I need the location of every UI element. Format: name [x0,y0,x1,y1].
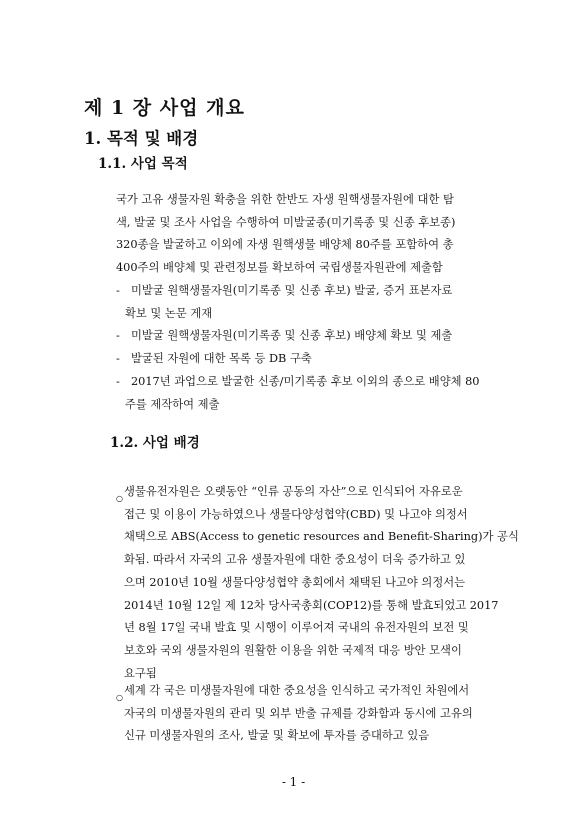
section-title: 1. 목적 및 배경 [84,129,199,148]
subsection-background-title: 1.2. 사업 배경 [110,435,200,451]
dash-marker: - [116,284,120,297]
text-line: 발굴된 자원에 대한 목록 등 DB 구축 [131,352,312,365]
text-line: 화됨. 따라서 자국의 고유 생물자원에 대한 중요성이 더욱 증가하고 있 [124,553,466,567]
list-item [116,371,479,416]
text-line: 색, 발굴 및 조사 사업을 수행하여 미발굴종(미기록종 및 신종 후보종) [116,215,456,229]
text-line: 으며 2010년 10월 생물다양성협약 총회에서 채택된 나고야 의정서는 [124,575,466,589]
text-line: 국가 고유 생물자원 확충을 위한 한반도 자생 원핵생물자원에 대한 탐 [116,193,454,206]
text-line: 생물유전자원은 오랫동안 “인류 공동의 자산”으로 인식되어 자유로운 [124,485,463,498]
list-item [116,348,312,371]
text-line: 요구됨 [124,666,157,680]
text-line: 접근 및 이용이 가능하였으나 생물다양성협약(CBD) 및 나고야 의정서 [124,507,468,521]
chapter-title: 제 1 장 사업 개요 [84,97,245,119]
text-line: 주를 제작하여 제출 [125,397,220,411]
text-line: 보호와 국외 생물자원의 원활한 이용을 위한 국제적 대응 방안 모색이 [124,643,462,657]
text-line: 채택으로 ABS(Access to genetic resources and Benefit-Sharing)가 공식 [124,530,519,544]
background-paragraph [116,481,519,685]
purpose-paragraph [116,189,455,280]
list-item [116,325,452,348]
dash-marker: - [116,352,120,365]
text-line: 400주의 배양체 및 관련정보를 확보하여 국립생물자원관에 제출함 [116,261,443,275]
text-line: 320종을 발굴하고 이외에 자생 원핵생물 배양체 80주를 포함하여 총 [116,238,454,252]
list-item [116,280,452,325]
text-line: 년 8월 17일 국내 발효 및 시행이 이루어져 국내의 유전자원의 보전 및 [124,621,469,635]
background-paragraph [116,680,473,748]
text-line: 미발굴 원핵생물자원(미기록종 및 신종 후보) 배양체 확보 및 제출 [131,329,453,342]
text-line: 2014년 10월 12일 제 12차 당사국총회(COP12)를 통해 발효되었고 2017 [124,598,499,612]
text-line: 미발굴 원핵생물자원(미기록종 및 신종 후보) 발굴, 증거 표본자료 [131,284,453,297]
subsection-purpose-title: 1.1. 사업 목적 [98,156,188,172]
text-line: 세계 각 국은 미생물자원에 대한 중요성을 인식하고 국가적인 차원에서 [124,684,470,697]
circle-bullet-icon: ○ [116,494,123,503]
text-line: 확보 및 논문 게재 [125,306,213,320]
page-number: - 1 - [281,775,306,789]
text-line: 2017년 과업으로 발굴한 신종/미기록종 후보 이외의 종으로 배양체 80 [131,375,480,388]
circle-bullet-icon: ○ [116,693,123,702]
dash-marker: - [116,329,120,342]
dash-marker: - [116,375,120,388]
text-line: 신규 미생물자원의 조사, 발굴 및 확보에 투자를 증대하고 있음 [124,729,430,743]
text-line: 자국의 미생물자원의 관리 및 외부 반출 규제를 강화함과 동시에 고유의 [124,706,473,720]
